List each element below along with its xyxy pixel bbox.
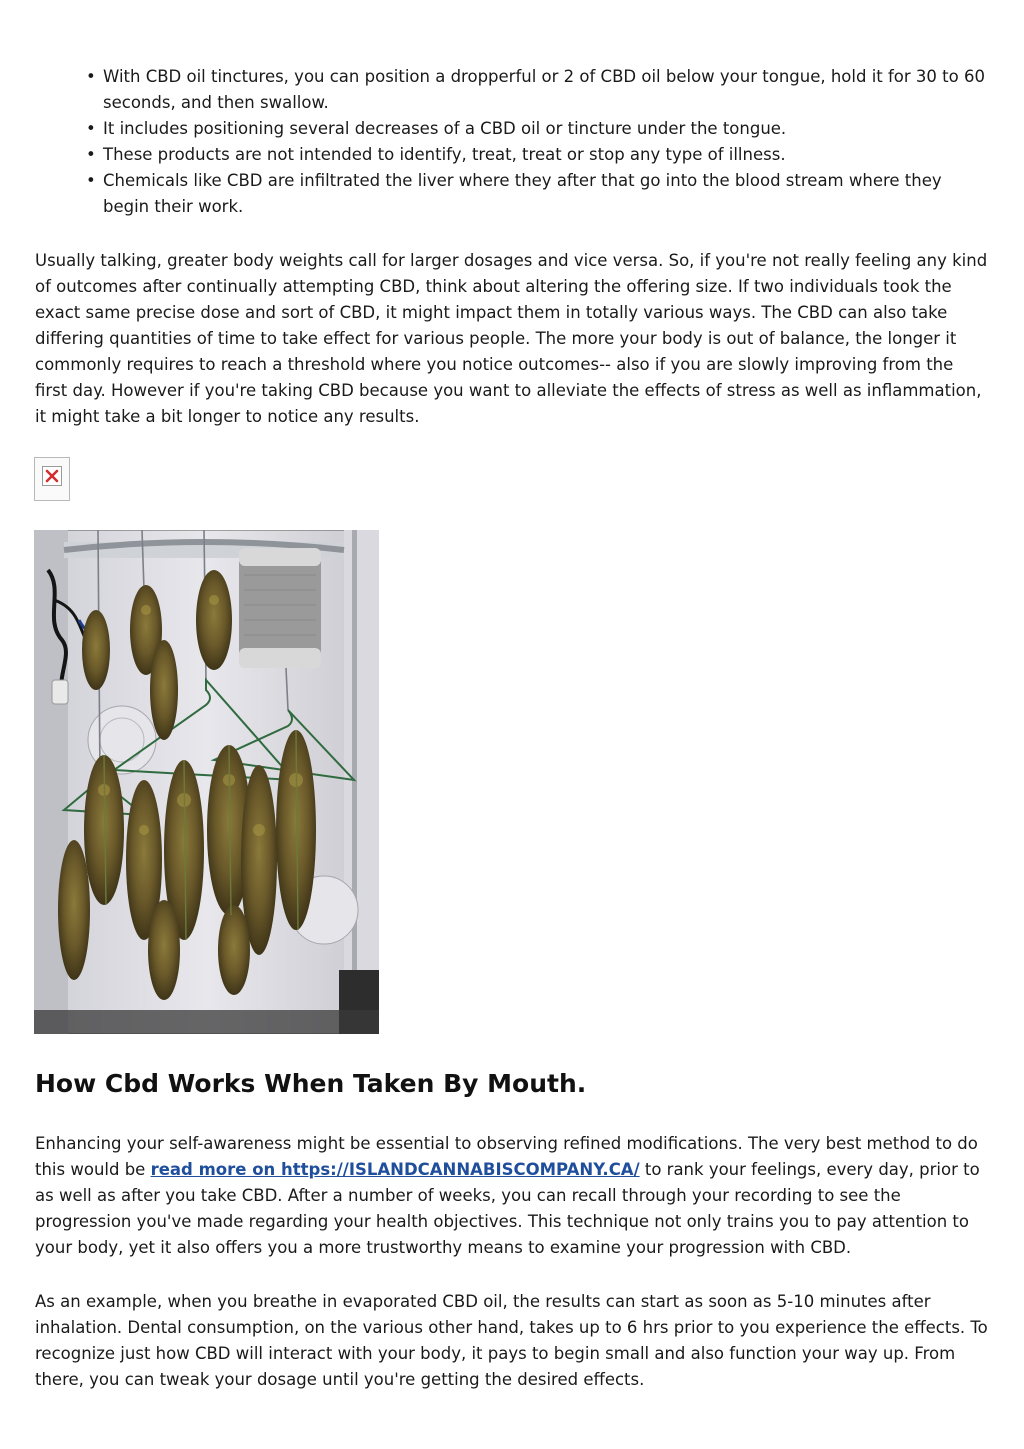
bullet-text: Chemicals like CBD are infiltrated the liver where they after that go into the blood stream where they begin their work. <box>103 171 942 216</box>
bullet-marker: • <box>86 119 96 138</box>
bullet-marker: • <box>86 171 96 190</box>
bullet-marker: • <box>86 145 96 164</box>
drying-plants-photo <box>34 530 379 1034</box>
paragraph-dosage: Usually talking, greater body weights call for larger dosages and vice versa. So, if you're not really feeling any kind of outcomes after continually attempting CBD, think about altering the offering size. If two individuals took the exact same precise dose and sort of CBD, it might impact them in totally various ways. The CBD can also take differing quantities of time to take effect for various people. The more your body is out of balance, the longer it commonly requires to reach a threshold where you notice outcomes-- also if you are slowly improving from the first day. However if you're taking CBD because you want to alleviate the effects of stress as well as inflammation, it might take a bit longer to notice any results. <box>35 251 988 426</box>
bullet-text: These products are not intended to identify, treat, treat or stop any type of illness. <box>103 145 786 164</box>
bullet-marker: • <box>86 67 96 86</box>
broken-image-icon <box>34 457 70 501</box>
paragraph-text-after-link: to rank your feelings, every day, prior to as well as after you take CBD. After a number of weeks, you can recall through your recording to see the progression you've made regarding your health objectives. This technique not only trains you to pay attention to your body, yet it also offers you a more trustworthy means to examine your progression with CBD. <box>35 1160 980 1257</box>
paragraph-example: As an example, when you breathe in evaporated CBD oil, the results can start as soon as 5-10 minutes after inhalation. Dental consumption, on the various other hand, takes up to 6 hrs prior to you experience the effects. To recognize just how CBD will interact with your body, it pays to begin small and also function your way up. From there, you can tweak your dosage until you're getting the desired effects. <box>35 1292 988 1389</box>
red-x-icon <box>43 467 61 485</box>
bullet-text: With CBD oil tinctures, you can position a dropperful or 2 of CBD oil below your tongue, hold it for 30 to 60 seconds, and then swallow. <box>103 67 985 112</box>
bullet-item <box>86 64 986 116</box>
bullet-list <box>86 64 986 220</box>
bullet-item <box>86 142 986 168</box>
island-cannabis-link[interactable]: read more on https://ISLANDCANNABISCOMPANY.CA/ <box>150 1160 640 1179</box>
bullet-item <box>86 116 986 142</box>
broken-image-frame <box>42 466 62 486</box>
paragraph-self-awareness <box>35 1131 990 1261</box>
section-heading: How Cbd Works When Taken By Mouth. <box>35 1069 587 1098</box>
bullet-item <box>86 168 986 220</box>
bullet-text: It includes positioning several decreases of a CBD oil or tincture under the tongue. <box>103 119 787 138</box>
paragraph-text-before-link: Enhancing your self-awareness might be essential to observing refined modifications. The very best method to do this would be <box>35 1134 978 1179</box>
